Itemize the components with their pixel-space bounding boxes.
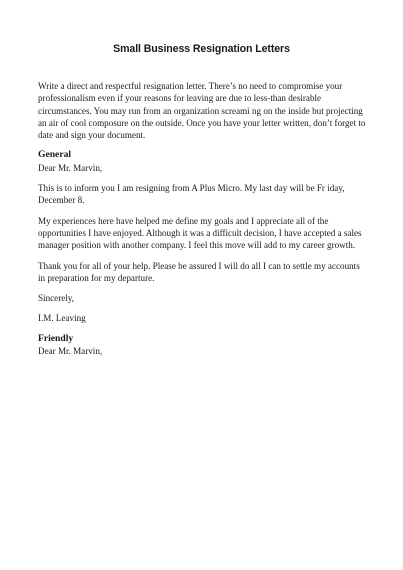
salutation-friendly: Dear Mr. Marvin, [38,346,103,357]
intro-paragraph: Write a direct and respectful resignation letter. There’s no need to compromise your professionalism even if your reasons for leaving are due to less-than desirable circumstances. You may run from an organization screami ng on the inside but projecting an air of cool composure on the outside. Once you have your letter written, don’t forget to date and sign your document. [38,81,366,141]
letter-paragraph-3: Thank you for all of your help. Please be assured I will do all I can to settle my accounts in preparation for my departure. [38,260,360,283]
letter-paragraph-1: This is to inform you I am resigning from A Plus Micro. My last day will be Fr iday, December 8. [38,183,345,206]
document-title: Small Business Resignation Letters [113,43,290,55]
letter-closing: Sincerely, [38,293,75,304]
document-body [38,80,368,365]
salutation-general: Dear Mr. Marvin, [38,162,103,173]
section-general [38,149,368,324]
letter-signature: I.M. Leaving [38,313,86,324]
section-heading-friendly: Friendly [38,332,74,344]
letter-paragraph-2: My experiences here have helped me define my goals and I appreciate all of the opportunities I have enjoyed. Although it was a difficult decision, I have accepted a sales manager position with another company. I feel this move will add to my career growth. [38,215,362,251]
section-heading-general: General [38,149,72,161]
section-friendly [38,333,368,358]
